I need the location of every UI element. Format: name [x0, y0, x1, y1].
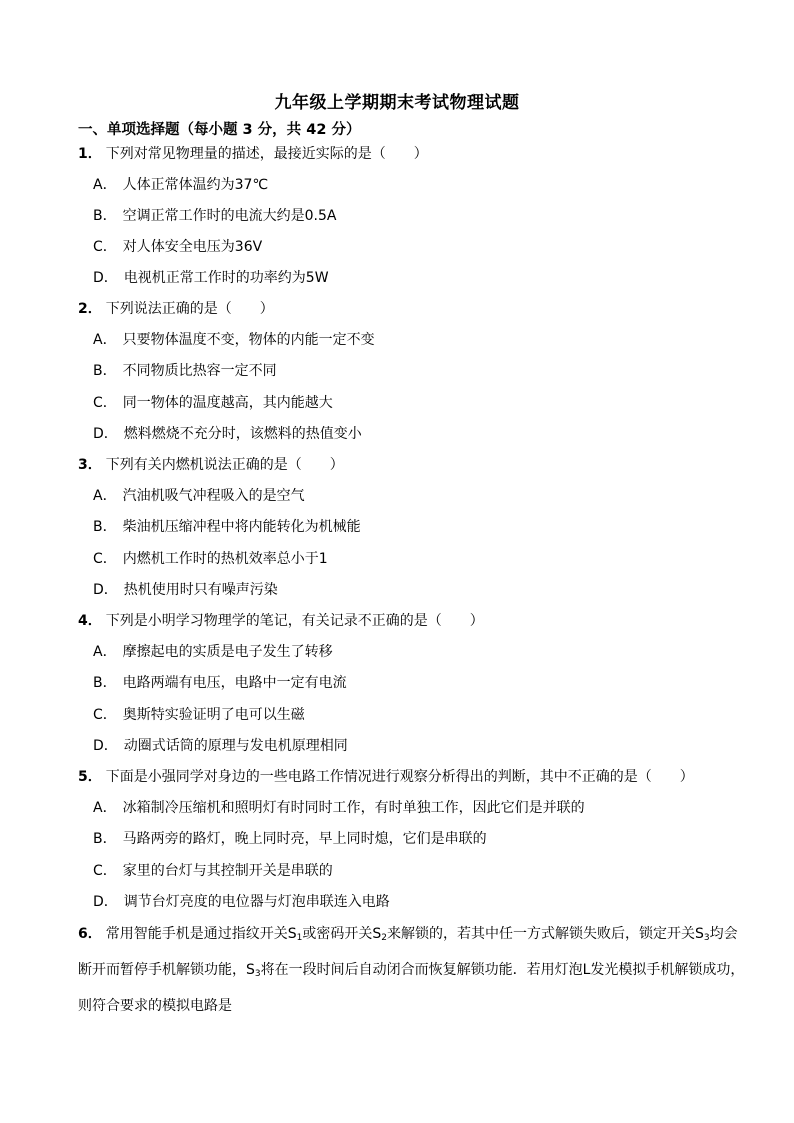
- option-2a: A． 只要物体温度不变，物体的内能一定不变: [93, 332, 375, 348]
- question-3: [78, 455, 344, 475]
- option-3a: A． 汽油机吸气冲程吸入的是空气: [93, 488, 305, 504]
- option-3c: C． 内燃机工作时的热机效率总小于1: [93, 551, 328, 567]
- option-2d: D． 燃料燃烧不充分时，该燃料的热值变小: [93, 426, 362, 442]
- section-heading: 一、单项选择题（每小题 3 分，共 42 分）: [78, 122, 361, 138]
- question-text: 下列是小明学习物理学的笔记，有关记录不正确的是（ ）: [105, 613, 484, 629]
- option-1d: D． 电视机正常工作时的功率约为5W: [93, 270, 329, 286]
- question-text: 下列有关内燃机说法正确的是（ ）: [105, 457, 344, 473]
- page-title: 九年级上学期期末考试物理试题: [274, 93, 520, 113]
- question-number: 3．: [78, 457, 102, 473]
- option-1b: B． 空调正常工作时的电流大约是0.5A: [93, 208, 337, 224]
- option-5c: C． 家里的台灯与其控制开关是串联的: [93, 863, 333, 879]
- question-number: 1．: [78, 146, 102, 162]
- option-4b: B． 电路两端有电压，电路中一定有电流: [93, 675, 347, 691]
- question-text: 下列说法正确的是（ ）: [105, 301, 274, 317]
- option-5b: B． 马路两旁的路灯，晚上同时亮，早上同时熄，它们是串联的: [93, 831, 487, 847]
- option-3b: B． 柴油机压缩冲程中将内能转化为机械能: [93, 519, 361, 535]
- option-2c: C． 同一物体的温度越高，其内能越大: [93, 395, 333, 411]
- option-1c: C． 对人体安全电压为36V: [93, 239, 263, 255]
- option-4a: A． 摩擦起电的实质是电子发生了转移: [93, 644, 333, 660]
- option-1a: A． 人体正常体温约为37℃: [93, 177, 269, 193]
- question-1: [78, 144, 428, 164]
- question-number: 2．: [78, 301, 102, 317]
- option-5d: D． 调节台灯亮度的电位器与灯泡串联连入电路: [93, 894, 390, 910]
- question-text: 下列对常见物理量的描述，最接近实际的是（ ）: [105, 146, 428, 162]
- option-4c: C． 奥斯特实验证明了电可以生磁: [93, 707, 305, 723]
- question-number: 4．: [78, 613, 102, 629]
- question-text: 下面是小强同学对身边的一些电路工作情况进行观察分析得出的判断，其中不正确的是（ ）: [105, 769, 694, 785]
- question-number: 5．: [78, 769, 102, 785]
- question-4: [78, 611, 484, 631]
- option-3d: D． 热机使用时只有噪声污染: [93, 582, 278, 598]
- question-2: [78, 299, 274, 319]
- question-5: [78, 767, 694, 787]
- option-4d: D． 动圈式话筒的原理与发电机原理相同: [93, 738, 348, 754]
- question-number: 6．: [78, 926, 102, 942]
- question-6: 6． 常用智能手机是通过指纹开关$S_1$或密码开关$S_2$来解锁的，若其中任一方式解锁失败后，锁定开关$S_3$均会断开而暂停手机解锁功能，$S_3$将在一段时间后自动闭合而恢复解锁功能．若用灯泡L发光模拟手机解锁成功，则符合要求的模拟电路是: [78, 926, 745, 1014]
- option-5a: A． 冰箱制冷压缩机和照明灯有时同时工作，有时单独工作，因此它们是并联的: [93, 800, 585, 816]
- option-2b: B． 不同物质比热容一定不同: [93, 363, 277, 379]
